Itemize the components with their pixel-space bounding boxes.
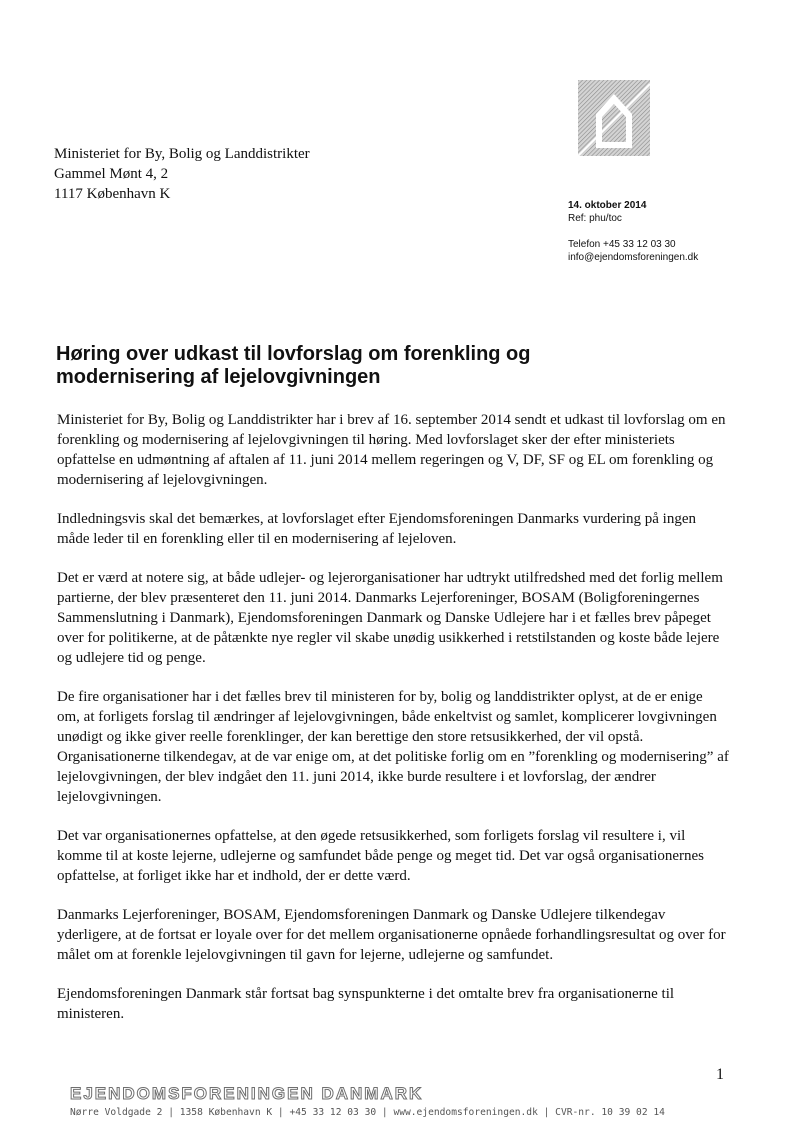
letter-body [57,410,729,1043]
body-paragraph: Det er værd at notere sig, at både udlejer- og lejerorganisationer har udtrykt utilfredshed med det forlig mellem partierne, der blev præsenteret den 11. juni 2014. Danmarks Lejerforeninger, BOSAM (Boligforeningernes Sammenslutning i Danmark), Ejendomsforeningen Danmark og Danske Udlejere har i et fælles brev påpeget over for politikerne, at de påtænkte nye regler vil skabe unødig usikkerhed i retstilstanden og koste både lejere og udlejere tid og penge. [57,570,723,666]
recipient-address [54,144,310,204]
recipient-line: Ministeriet for By, Bolig og Landdistrikter [54,146,310,162]
house-logo-icon [578,80,650,156]
contact-phone: Telefon +45 33 12 03 30 [568,239,676,250]
body-paragraph: Ejendomsforeningen Danmark står fortsat bag synspunkterne i det omtalte brev fra organisationerne til ministeren. [57,986,675,1022]
recipient-line: 1117 København K [54,186,171,202]
body-paragraph: De fire organisationer har i det fælles brev til ministeren for by, bolig og landdistrikter oplyst, at de er enige om, at forligets forslag til ændringer af lejelovgivningen, både enkeltvist og samlet, komplicerer lovgivningen unødigt og ikke giver reelle forenklinger, der kan berettige den store retsusikkerhed, der vil opstå. Organisationerne tilkendegav, at de var enige om, at det politiske forlig om en ”forenkling og modernisering” af lejelovgivningen, der blev indgået den 11. juni 2014, ikke burde resultere i et lovforslag, der ændrer lejelovgivningen. [57,689,729,805]
body-paragraph: Indledningsvis skal det bemærkes, at lovforslaget efter Ejendomsforeningen Danmarks vurdering på ingen måde leder til en forenkling eller til en modernisering af lejeloven. [57,511,696,547]
contact-email: info@ejendomsforeningen.dk [568,252,699,263]
body-paragraph: Danmarks Lejerforeninger, BOSAM, Ejendomsforeningen Danmark og Danske Udlejere tilkendegav yderligere, at de fortsat er loyale over for det mellem organisationerne opnåede forhandlingsresultat og over for målet om at forenkle lejelovgivningen til gavn for lejerne, udlejerne og samfundet. [57,907,726,963]
recipient-line: Gammel Mønt 4, 2 [54,166,169,182]
body-paragraph: Det var organisationernes opfattelse, at den øgede retsusikkerhed, som forligets forslag vil resultere i, vil komme til at koste lejerne, udlejerne og samfundet både penge og meget tid. Det var også organisationernes opfattelse, at forliget ikke har et indhold, der er dette værd. [57,828,705,884]
letter-heading: Høring over udkast til lovforslag om forenkling og modernisering af lejelovgivningen [56,343,531,388]
body-paragraph: Ministeriet for By, Bolig og Landdistrikter har i brev af 16. september 2014 sendt et udkast til lovforslag om en forenkling og modernisering af lejelovgivningen til høring. Med lovforslaget sker der efter ministeriets opfattelse en udmøntning af aftalen af 11. juni 2014 mellem regeringen og V, DF, SF og EL om forenkling og modernisering af lejelovgivningen. [57,412,726,488]
footer-organization-name: EJENDOMSFORENINGEN DANMARK [70,1084,424,1103]
footer-contact-info: Nørre Voldgade 2 | 1358 København K | +45 33 12 03 30 | www.ejendomsforeningen.dk | CVR-nr. 10 39 02 14 [70,1107,665,1118]
letter-meta [568,199,698,264]
page-number: 1 [716,1066,724,1083]
letter-date: 14. oktober 2014 [568,200,647,211]
letter-reference: Ref: phu/toc [568,213,622,224]
